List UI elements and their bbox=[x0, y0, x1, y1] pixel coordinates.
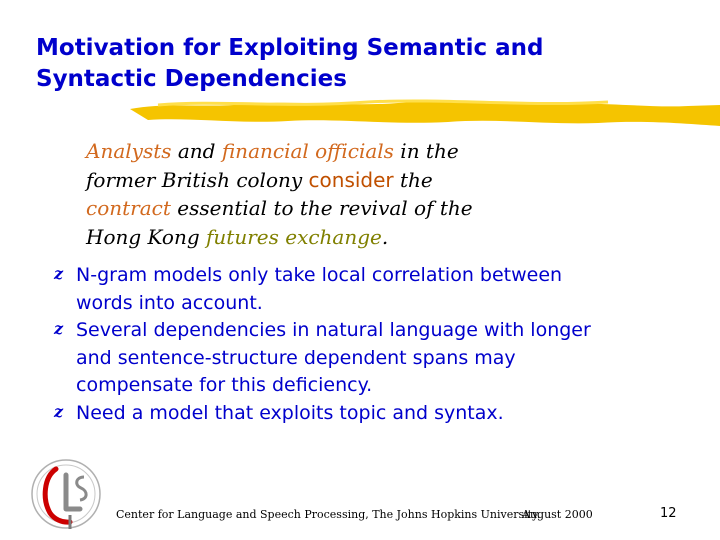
bullet-2-line-2: and sentence-structure dependent spans may bbox=[76, 346, 516, 369]
footer-date: August 2000 bbox=[522, 508, 593, 521]
example-segment-plain: former British colony bbox=[86, 167, 309, 192]
example-segment-green: futures exchange bbox=[206, 225, 382, 250]
example-segment-plain: in the bbox=[393, 139, 459, 163]
example-line-2 bbox=[86, 166, 706, 195]
example-segment-plain: and bbox=[171, 139, 222, 163]
bullet-2-line-3: compensate for this deficiency. bbox=[76, 374, 373, 396]
footer-institution: Center for Language and Speech Processing, The Johns Hopkins University. bbox=[116, 508, 541, 521]
title-line-1: Motivation for Exploiting Semantic and bbox=[36, 35, 544, 61]
bullet-marker-icon: z bbox=[54, 264, 64, 283]
clsp-logo-icon bbox=[26, 453, 106, 535]
example-segment-consider: consider bbox=[308, 167, 394, 192]
example-segment-plain: essential to the revival of the bbox=[170, 196, 473, 221]
bullet-item-2 bbox=[52, 317, 672, 400]
example-segment-orange: financial officials bbox=[221, 139, 394, 163]
title-line-2: Syntactic Dependencies bbox=[36, 66, 347, 92]
bullet-2-line-1: Several dependencies in natural language with longer bbox=[76, 319, 591, 341]
bullet-item-1 bbox=[52, 262, 672, 317]
example-segment-orange: contract bbox=[86, 196, 171, 221]
bullet-3-line-1: Need a model that exploits topic and syntax. bbox=[76, 401, 504, 424]
example-segment-plain: . bbox=[381, 225, 389, 250]
bullet-marker-icon: z bbox=[54, 319, 64, 338]
example-segment-plain: Hong Kong bbox=[86, 225, 207, 250]
bullet-1-line-2: words into account. bbox=[76, 291, 263, 314]
example-sentence bbox=[86, 137, 706, 252]
slide-title bbox=[36, 33, 676, 95]
example-line-4 bbox=[86, 223, 706, 252]
example-line-3 bbox=[86, 194, 706, 223]
bullet-1-line-1: N-gram models only take local correlation between bbox=[76, 264, 563, 286]
example-line-1 bbox=[86, 137, 706, 166]
example-segment-plain: the bbox=[393, 167, 433, 192]
page-number: 12 bbox=[660, 506, 677, 521]
example-segment-orange: Analysts bbox=[86, 139, 172, 163]
bullet-marker-icon: z bbox=[54, 401, 64, 421]
bullet-list bbox=[52, 262, 672, 427]
bullet-item-3 bbox=[52, 400, 672, 428]
title-underline-stroke bbox=[128, 96, 720, 130]
